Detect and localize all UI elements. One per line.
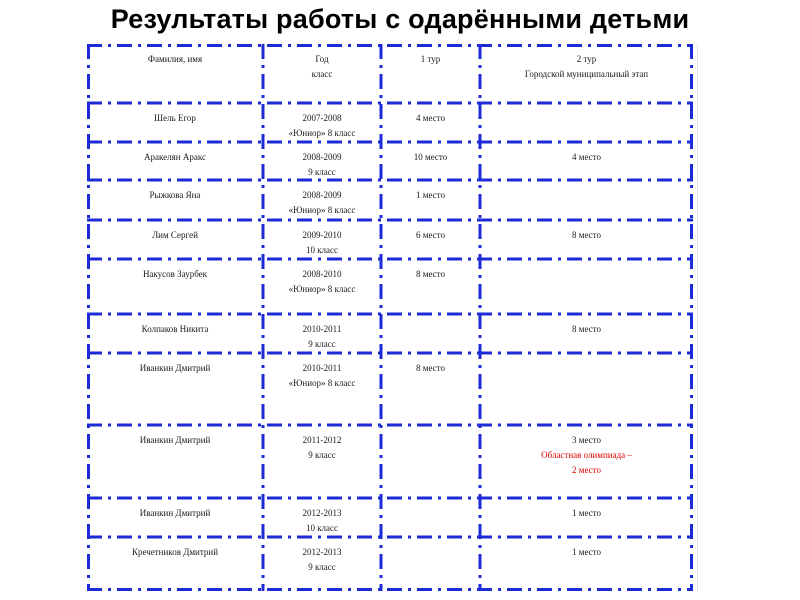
cell-year — [263, 180, 381, 220]
cell-tour2-regional-olympiad: Областная олимпиада – — [541, 450, 632, 460]
cell-tour2 — [480, 142, 693, 180]
header-name: Фамилия, имя — [147, 54, 203, 64]
cell-tour1 — [381, 425, 480, 498]
cell-tour2 — [480, 259, 693, 314]
cell-year-class: 9 класс — [308, 450, 336, 460]
header-year-line2: класс — [311, 69, 333, 79]
header-tour2 — [480, 44, 693, 103]
table-row — [87, 353, 693, 425]
table-row — [87, 142, 693, 180]
cell-year-class: 9 класс — [308, 339, 336, 349]
cell-year — [263, 537, 381, 591]
cell-tour1 — [381, 537, 480, 591]
header-tour1: 1 тур — [420, 54, 441, 64]
cell-name: Иванкин Дмитрий — [139, 363, 211, 373]
results-table — [87, 44, 693, 591]
cell-year-period: 2010-2011 — [302, 363, 342, 373]
cell-name: Накусов Заурбек — [142, 269, 208, 279]
cell-year-class: «Юниор» 8 класс — [288, 128, 356, 138]
cell-tour1 — [381, 314, 480, 353]
cell-tour2 — [480, 220, 693, 259]
cell-year-class: «Юниор» 8 класс — [288, 378, 356, 388]
table-row — [87, 259, 693, 314]
cell-year-period: 2011-2012 — [302, 435, 342, 445]
cell-tour2 — [480, 180, 693, 220]
table-row — [87, 220, 693, 259]
cell-tour1: 4 место — [416, 113, 445, 123]
cell-year-period: 2010-2011 — [302, 324, 342, 334]
cell-tour2 — [480, 353, 693, 425]
cell-year — [263, 353, 381, 425]
page-edge-guide — [697, 44, 699, 591]
cell-tour2 — [480, 498, 693, 537]
cell-year — [263, 425, 381, 498]
cell-year-period: 2007-2008 — [302, 113, 342, 123]
table-row — [87, 498, 693, 537]
cell-tour1: 10 место — [413, 152, 448, 162]
cell-year-class: 10 класс — [305, 523, 339, 533]
cell-tour2 — [480, 425, 693, 498]
cell-year-period: 2012-2013 — [302, 508, 342, 518]
cell-year — [263, 142, 381, 180]
cell-year-period: 2008-2009 — [302, 190, 342, 200]
cell-year-period: 2012-2013 — [302, 547, 342, 557]
cell-tour2-line1: 8 место — [572, 324, 601, 334]
cell-year — [263, 259, 381, 314]
cell-tour2-line1: 1 место — [572, 508, 601, 518]
table-row — [87, 180, 693, 220]
cell-name: Аракелян Аракс — [144, 152, 206, 162]
table-row — [87, 314, 693, 353]
cell-tour2-regional-place: 2 место — [572, 465, 601, 475]
cell-year-period: 2008-2010 — [302, 269, 342, 279]
page-title: Результаты работы с одарёнными детьми — [110, 4, 690, 34]
cell-year-period: 2008-2009 — [302, 152, 342, 162]
cell-year — [263, 103, 381, 142]
table-header-row — [87, 44, 693, 103]
cell-year — [263, 220, 381, 259]
table-row — [87, 537, 693, 591]
cell-name: Кречетников Дмитрий — [131, 547, 219, 557]
cell-name: Иванкин Дмитрий — [139, 508, 211, 518]
cell-name: Колпаков Никита — [141, 324, 209, 334]
cell-year-class: 10 класс — [305, 245, 339, 255]
cell-tour2-line1: 3 место — [572, 435, 601, 445]
table-row — [87, 425, 693, 498]
cell-year-class: «Юниор» 8 класс — [288, 205, 356, 215]
cell-tour1: 6 место — [416, 230, 445, 240]
header-tour2-line1: 2 тур — [576, 54, 597, 64]
header-year — [263, 44, 381, 103]
cell-tour2 — [480, 537, 693, 591]
cell-name: Шель Егор — [154, 113, 196, 123]
cell-tour1: 8 место — [416, 269, 445, 279]
cell-tour2-line1: 8 место — [572, 230, 601, 240]
cell-year-class: 9 класс — [308, 562, 336, 572]
cell-name: Лим Сергей — [152, 230, 198, 240]
cell-year-class: «Юниор» 8 класс — [288, 284, 356, 294]
cell-tour1: 8 место — [416, 363, 445, 373]
cell-tour2 — [480, 314, 693, 353]
cell-tour2-line1: 4 место — [572, 152, 601, 162]
table-row — [87, 103, 693, 142]
cell-tour1 — [381, 498, 480, 537]
cell-year — [263, 314, 381, 353]
header-year-line1: Год — [315, 54, 329, 64]
cell-name: Иванкин Дмитрий — [139, 435, 211, 445]
cell-tour2 — [480, 103, 693, 142]
cell-year-period: 2009-2010 — [302, 230, 342, 240]
cell-year — [263, 498, 381, 537]
results-table-container — [87, 44, 693, 591]
cell-name: Рыжкова Яна — [149, 190, 201, 200]
cell-tour1: 1 место — [416, 190, 445, 200]
header-tour2-line2: Городской муниципальный этап — [524, 69, 649, 79]
cell-year-class: 9 класс — [308, 167, 336, 177]
cell-tour2-line1: 1 место — [572, 547, 601, 557]
